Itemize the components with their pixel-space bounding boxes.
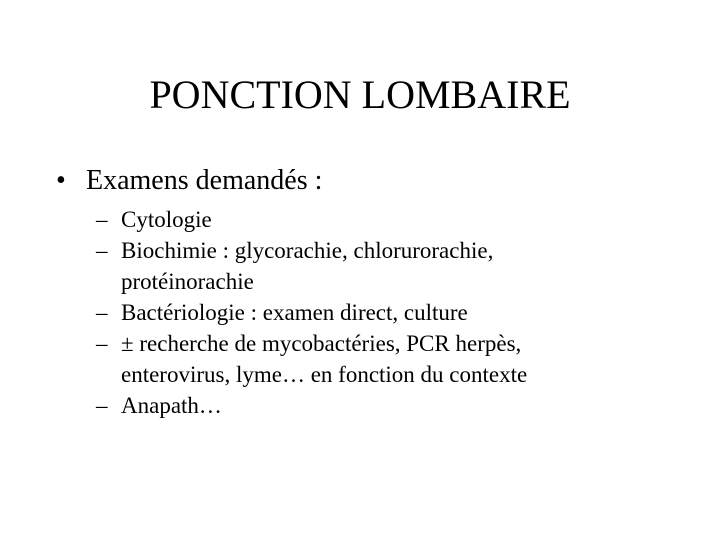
list-item-line: Biochimie : glycorachie, chlorurorachie, [121,238,494,263]
list-item-line: protéinorachie [121,269,254,294]
sub-bullet-list [96,204,696,421]
list-item [96,235,696,297]
dash-marker: – [96,393,108,418]
list-item [96,204,696,235]
list-item-line: Cytologie [121,207,212,232]
bullet-text: Examens demandés : [86,165,323,196]
list-item-line: ± recherche de mycobactéries, PCR herpès, [121,331,522,356]
dash-marker: – [96,207,108,232]
list-item-line: enterovirus, lyme… en fonction du contexte [121,362,528,387]
list-item-line: Anapath… [121,393,222,418]
dash-marker: – [96,331,108,356]
dash-marker: – [96,238,108,263]
dash-marker: – [96,300,108,325]
list-item-line: Bactériologie : examen direct, culture [121,300,468,325]
slide-title: PONCTION LOMBAIRE [149,72,571,117]
list-item [96,328,696,390]
list-item [96,390,696,421]
bullet-marker: • [56,165,66,196]
list-item [96,297,696,328]
main-bullet [56,163,322,199]
